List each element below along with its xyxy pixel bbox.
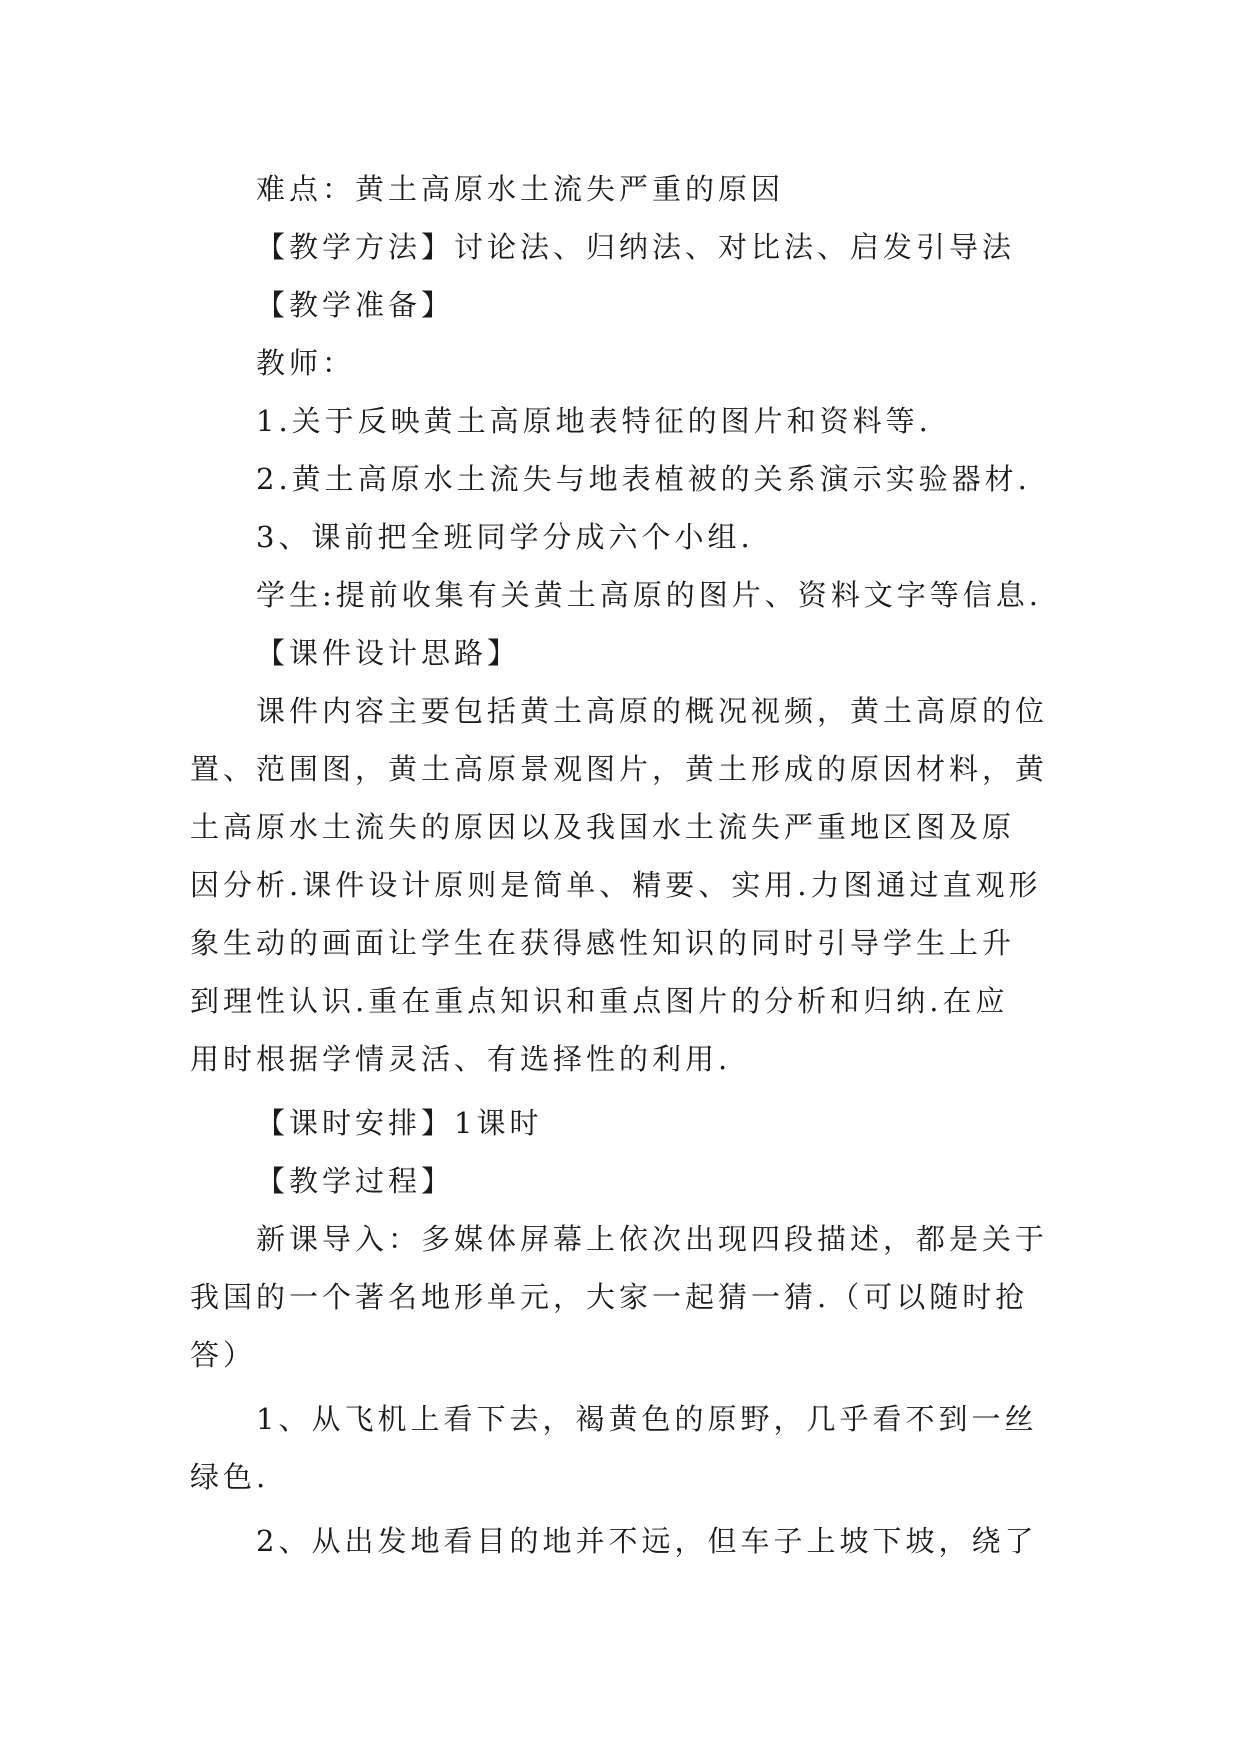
intro-paragraph-line: 新课导入：多媒体屏幕上依次出现四段描述，都是关于 <box>256 1222 1049 1256</box>
clue-1-line: 绿色. <box>190 1460 270 1494</box>
difficulty-line: 难点：黄土高原水土流失严重的原因 <box>256 172 785 206</box>
teacher-item-3: 3、课前把全班同学分成六个小组. <box>256 520 754 554</box>
class-hours-line: 【课时安排】1课时 <box>256 1106 543 1140</box>
intro-paragraph-line: 我国的一个著名地形单元，大家一起猜一猜.（可以随时抢 <box>190 1280 1029 1314</box>
document-page <box>190 160 1060 1570</box>
student-prep-line: 学生:提前收集有关黄土高原的图片、资料文字等信息. <box>256 578 1042 612</box>
teaching-process-heading: 【教学过程】 <box>256 1164 455 1198</box>
courseware-paragraph-line: 用时根据学情灵活、有选择性的利用. <box>190 1042 732 1076</box>
courseware-paragraph-line: 到理性认识.重在重点知识和重点图片的分析和归纳.在应 <box>190 984 1009 1018</box>
teacher-item-1: 1.关于反映黄土高原地表特征的图片和资料等. <box>256 404 932 438</box>
teacher-item-2: 2.黄土高原水土流失与地表植被的关系演示实验器材. <box>256 462 1031 496</box>
clue-1-line: 1、从飞机上看下去，褐黄色的原野，几乎看不到一丝 <box>256 1402 1038 1436</box>
courseware-paragraph-line: 因分析.课件设计原则是简单、精要、实用.力图通过直观形 <box>190 868 1042 902</box>
clue-2-line: 2、从出发地看目的地并不远，但车子上坡下坡，绕了 <box>256 1524 1038 1558</box>
teacher-label: 教师： <box>256 346 356 380</box>
courseware-paragraph-line: 置、范围图，黄土高原景观图片，黄土形成的原因材料，黄 <box>190 752 1049 786</box>
courseware-paragraph-line: 象生动的画面让学生在获得感性知识的同时引导学生上升 <box>190 926 1016 960</box>
courseware-paragraph-line: 土高原水土流失的原因以及我国水土流失严重地区图及原 <box>190 810 1016 844</box>
teaching-method-line: 【教学方法】讨论法、归纳法、对比法、启发引导法 <box>256 230 1016 264</box>
teaching-prep-heading: 【教学准备】 <box>256 288 455 322</box>
courseware-design-heading: 【课件设计思路】 <box>256 636 521 670</box>
courseware-paragraph-line: 课件内容主要包括黄土高原的概况视频，黄土高原的位 <box>256 694 1049 728</box>
intro-paragraph-line: 答） <box>190 1338 257 1372</box>
